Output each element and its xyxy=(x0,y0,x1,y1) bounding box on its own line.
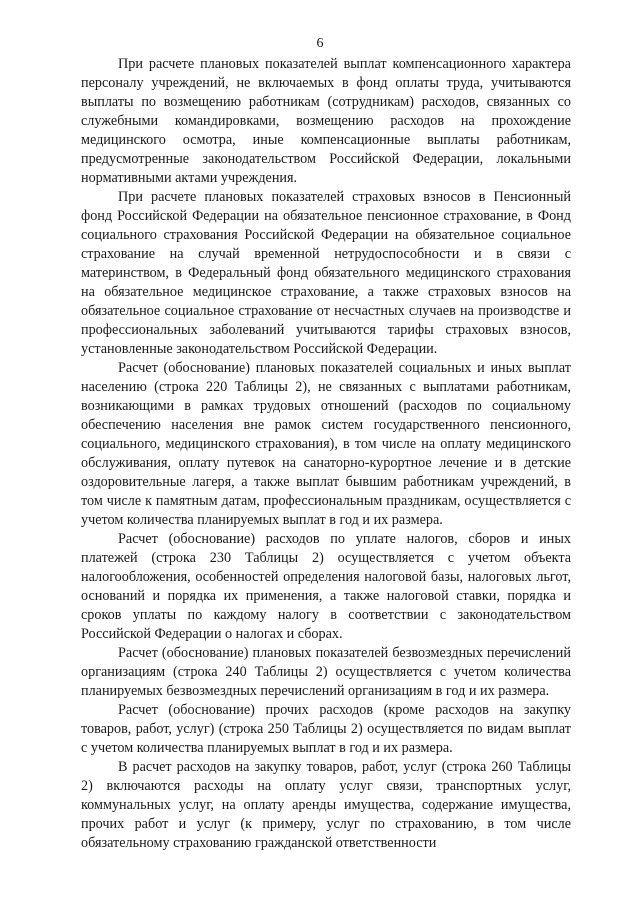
document-body xyxy=(81,55,571,853)
paragraph-procurement-expenses: В расчет расходов на закупку товаров, работ, услуг (строка 260 Таблицы 2) включаются расходы на оплату услуг связи, транспортных услуг, коммунальных услуг, на оплату аренды имущества, содержание имущества, прочих работ и услуг (к примеру, услуг по страхованию, в том числе обязательному страхованию гражданской ответственности xyxy=(81,759,571,851)
paragraph-compensation-payments: При расчете плановых показателей выплат компенсационного характера персоналу учреждений, не включаемых в фонд оплаты труда, учитываются выплаты по возмещению работникам (сотрудникам) расходов, связанных со служебными командировками, возмещению расходов на прохождение медицинского осмотра, иные компенсационные выплаты работникам, предусмотренные законодательством Российской Федерации, локальными нормативными актами учреждения. xyxy=(81,56,571,186)
paragraph-taxes-and-fees: Расчет (обоснование) расходов по уплате налогов, сборов и иных платежей (строка 230 Таблицы 2) осуществляется с учетом объекта налогообложения, особенностей определения налоговой базы, налоговых льгот, оснований и порядка их применения, а также налоговой ставки, порядка и сроков уплаты по каждому налогу в соответствии с законодательством Российской Федерации о налогах и сборах. xyxy=(81,531,571,642)
paragraph-other-expenses: Расчет (обоснование) прочих расходов (кроме расходов на закупку товаров, работ, услуг) (строка 250 Таблицы 2) осуществляется по видам выплат с учетом количества планируемых выплат в год и их размера. xyxy=(81,702,571,756)
paragraph-social-payments: Расчет (обоснование) плановых показателей социальных и иных выплат населению (строка 220 Таблицы 2), не связанных с выплатами работникам, возникающими в рамках трудовых отношений (расходов по социальному обеспечению населения вне рамок систем государственного пенсионного, социального, медицинского страхования), в том числе на оплату медицинского обслуживания, оплату путевок на санаторно-курортное лечение и в детские оздоровительные лагеря, а также выплат бывшим работникам учреждений, в том числе к памятным датам, профессиональным праздникам, осуществляется с учетом количества планируемых выплат в год и их размера. xyxy=(81,360,571,528)
page-number: 6 xyxy=(316,36,324,51)
paragraph-gratuitous-transfers: Расчет (обоснование) плановых показателей безвозмездных перечислений организациям (строка 240 Таблицы 2) осуществляется с учетом количества планируемых безвозмездных перечислений организациям в год и их размера. xyxy=(81,645,571,699)
paragraph-insurance-contributions: При расчете плановых показателей страховых взносов в Пенсионный фонд Российской Федерации на обязательное пенсионное страхование, в Фонд социального страхования Российской Федерации на обязательное социальное страхование на случай временной нетрудоспособности и в связи с материнством, в Федеральный фонд обязательного медицинского страхования на обязательное медицинское страхование, а также страховых взносов на обязательное социальное страхование от несчастных случаев на производстве и профессиональных заболеваний учитываются тарифы страховых взносов, установленные законодательством Российской Федерации. xyxy=(81,189,571,357)
